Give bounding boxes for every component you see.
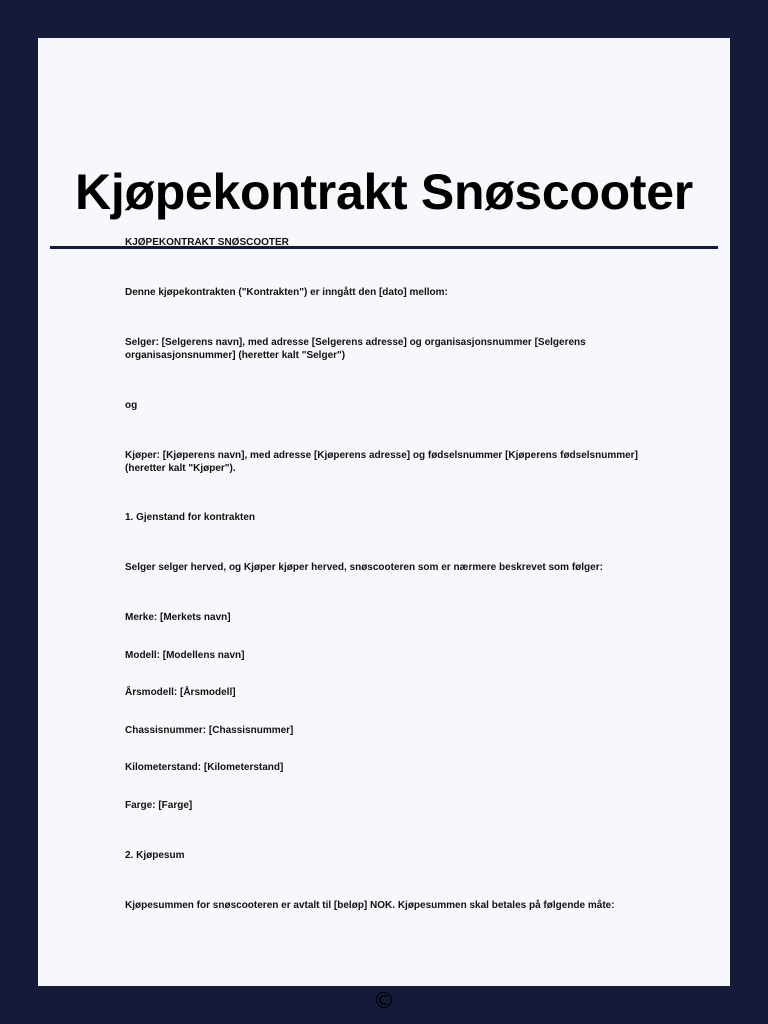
section2-title: 2. Kjøpesum [125, 850, 185, 861]
page-title: Kjøpekontrakt Snøscooter [75, 164, 693, 220]
buyer-paragraph: Kjøper: [Kjøperens navn], med adresse [Kjøperens adresse] og fødselsnummer [Kjøperens fødselsnummer] (heretter kalt "Kjøper"). [125, 450, 638, 474]
field-year: Årsmodell: [Årsmodell] [125, 687, 236, 698]
section1-title: 1. Gjenstand for kontrakten [125, 512, 256, 523]
field-mileage: Kilometerstand: [Kilometerstand] [125, 762, 284, 773]
section1-text: Selger selger herved, og Kjøper kjøper herved, snøscooteren som er nærmere beskrevet som følger: [125, 562, 603, 573]
field-chassis: Chassisnummer: [Chassisnummer] [125, 725, 294, 736]
intro-paragraph: Denne kjøpekontrakten ("Kontrakten") er inngått den [dato] mellom: [125, 287, 448, 298]
seller-paragraph: Selger: [Selgerens navn], med adresse [Selgerens adresse] og organisasjonsnummer [Selgerens organisasjonsnummer] (heretter kalt "Selger") [125, 337, 586, 361]
contract-heading: KJØPEKONTRAKT SNØSCOOTER [125, 237, 289, 248]
and-paragraph: og [125, 400, 138, 411]
section2-text: Kjøpesummen for snøscooteren er avtalt til [beløp] NOK. Kjøpesummen skal betales på følgende måte: [125, 900, 615, 911]
field-brand: Merke: [Merkets navn] [125, 612, 231, 623]
field-color: Farge: [Farge] [125, 800, 193, 811]
field-model: Modell: [Modellens navn] [125, 650, 245, 661]
copyright-icon: © [373, 989, 395, 1014]
document-page [38, 38, 730, 1014]
